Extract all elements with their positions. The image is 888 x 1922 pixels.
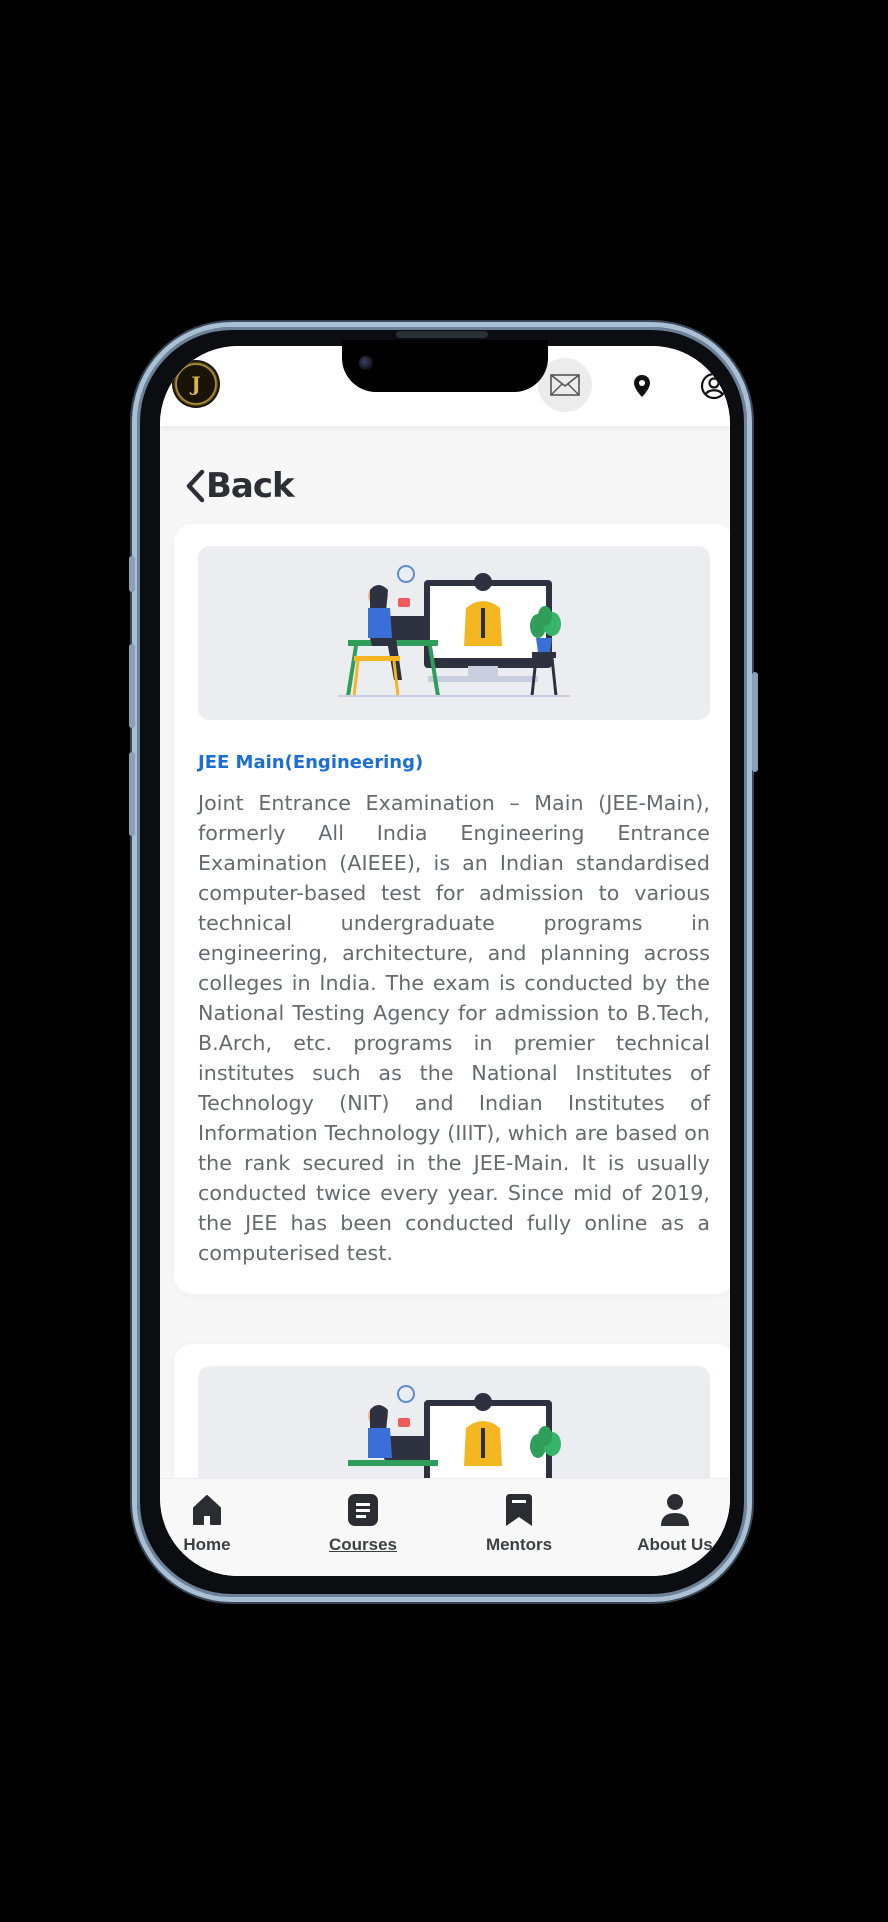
bottom-nav bbox=[160, 1478, 730, 1576]
course-title[interactable]: JEE Main(Engineering) bbox=[198, 752, 424, 773]
location-pin-icon[interactable] bbox=[622, 366, 662, 406]
logo-letter: J bbox=[191, 372, 201, 396]
user-account-icon[interactable] bbox=[694, 366, 730, 406]
person-icon bbox=[659, 1493, 691, 1527]
volume-up-button bbox=[129, 644, 135, 728]
nav-label-mentors: Mentors bbox=[485, 1535, 553, 1554]
back-button[interactable] bbox=[184, 464, 294, 508]
phone-speaker bbox=[396, 331, 488, 338]
app-logo[interactable] bbox=[172, 360, 220, 408]
nav-item-home[interactable] bbox=[160, 1493, 262, 1555]
app-screen bbox=[160, 346, 730, 1576]
bookmark-icon bbox=[504, 1493, 534, 1527]
nav-label-courses: Courses bbox=[328, 1535, 398, 1554]
course-description: Joint Entrance Examination – Main (JEE-Main), formerly All India Engineering Entrance Examination (AIEEE), is an Indian standardised computer-based test for admission to various technical undergraduate programs in engineering, architecture, and planning across colleges in India. The exam is conducted by the National Testing Agency for admission to B.Tech, B.Arch, etc. programs in premier technical institutes such as the National Institutes of Technology (NIT) and Indian Institutes of Information Technology (IIIT), which are based on the rank secured in the JEE-Main. It is usually conducted twice every year. Since mid of 2019, the JEE has been conducted fully online as a computerised test. bbox=[198, 791, 710, 1265]
home-icon bbox=[190, 1493, 224, 1527]
chevron-left-icon bbox=[184, 469, 206, 503]
nav-label-about-us: About Us bbox=[637, 1535, 713, 1554]
nav-item-mentors[interactable] bbox=[464, 1493, 574, 1555]
course-card[interactable] bbox=[174, 524, 730, 1294]
nav-item-about-us[interactable] bbox=[620, 1493, 730, 1555]
nav-label-home: Home bbox=[183, 1535, 231, 1554]
document-icon bbox=[347, 1493, 379, 1527]
online-class-illustration bbox=[198, 546, 710, 720]
power-button bbox=[752, 672, 758, 772]
side-button bbox=[129, 556, 135, 592]
nav-item-courses[interactable] bbox=[308, 1493, 418, 1555]
phone-notch bbox=[342, 340, 548, 392]
back-label: Back bbox=[206, 466, 294, 506]
front-camera bbox=[359, 356, 373, 370]
volume-down-button bbox=[129, 752, 135, 836]
